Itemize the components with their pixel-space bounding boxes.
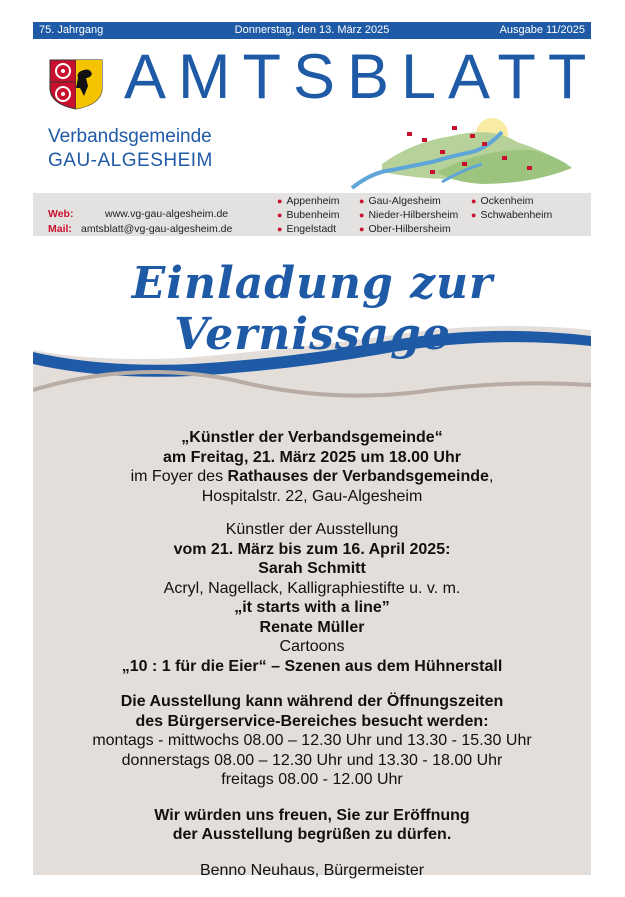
artist1-work: „it starts with a line”: [234, 599, 390, 616]
locality-item: ● Bubenheim: [277, 209, 340, 221]
hours-intro-line2: des Bürgerservice-Bereiches besucht werden:: [135, 712, 489, 730]
locality-item: ● Appenheim: [277, 195, 340, 207]
locality-item: ● Ober-Hilbersheim: [359, 223, 451, 235]
locality-item: ● Gau-Algesheim: [359, 195, 441, 207]
exhibition-period: vom 21. März bis zum 16. April 2025:: [173, 540, 451, 558]
bullet-icon: ●: [359, 210, 365, 220]
locality-item: ● Ockenheim: [471, 195, 534, 207]
bullet-icon: ●: [471, 210, 477, 220]
bullet-icon: ●: [277, 224, 283, 234]
artist1-name: Sarah Schmitt: [258, 560, 366, 577]
top-info-bar: [33, 22, 591, 39]
event-venue: im Foyer des Rathauses der Verbandsgemeinde,: [130, 468, 494, 485]
bullet-icon: ●: [277, 210, 283, 220]
region-name-line2: GAU-ALGESHEIM: [48, 150, 213, 171]
locality-item: ● Schwabenheim: [471, 209, 553, 221]
issue-number: Ausgabe 11/2025: [499, 24, 585, 36]
poster-headline: Einladung zur Vernissage: [131, 258, 494, 360]
hours-intro-line1: Die Ausstellung kann während der Öffnungszeiten: [120, 693, 504, 710]
web-link[interactable]: www.vg-gau-algesheim.de: [105, 208, 229, 220]
bullet-icon: ●: [277, 196, 283, 206]
bullet-icon: ●: [359, 196, 365, 206]
hours-line2: donnerstags 08.00 – 12.30 Uhr und 13.30 - 18.00 Uhr: [121, 751, 503, 769]
artist2-name: Renate Müller: [259, 618, 365, 636]
region-name-line1: Verbandsgemeinde: [48, 126, 212, 147]
coat-of-arms-icon: [48, 58, 104, 110]
artist1-media: Acryl, Nagellack, Kalligraphiestifte u. v. m.: [163, 579, 461, 597]
event-title: „Künstler der Verbandsgemeinde“: [181, 429, 443, 446]
region-map-illustration: [342, 112, 582, 192]
web-label: Web:: [48, 208, 74, 220]
closing-line1: Wir würden uns freuen, Sie zur Eröffnung: [154, 806, 470, 824]
artist2-media: Cartoons: [279, 638, 345, 655]
hours-line1: montags - mittwochs 08.00 – 12.30 Uhr und 13.30 - 15.30 Uhr: [92, 732, 532, 749]
bullet-icon: ●: [471, 196, 477, 206]
event-address: Hospitalstr. 22, Gau-Algesheim: [201, 487, 423, 505]
exhibitors-intro: Künstler der Ausstellung: [225, 521, 399, 538]
signature: Benno Neuhaus, Bürgermeister: [199, 861, 425, 879]
volume-label: 75. Jahrgang: [39, 24, 104, 36]
closing-line2: der Ausstellung begrüßen zu dürfen.: [172, 826, 452, 843]
poster-body: [33, 428, 591, 880]
contact-and-localities-panel: [33, 193, 591, 236]
masthead-title: AMTSBLATT: [124, 42, 599, 112]
mail-label: Mail:: [48, 223, 72, 235]
mail-link[interactable]: amtsblatt@vg-gau-algesheim.de: [81, 223, 233, 235]
bullet-icon: ●: [359, 224, 365, 234]
locality-item: ● Nieder-Hilbersheim: [359, 209, 459, 221]
locality-item: ● Engelstadt: [277, 223, 337, 235]
artist2-work: „10 : 1 für die Eier“ – Szenen aus dem Hühnerstall: [121, 657, 503, 675]
event-date: am Freitag, 21. März 2025 um 18.00 Uhr: [163, 448, 461, 466]
issue-date: Donnerstag, den 13. März 2025: [234, 24, 390, 36]
hours-line3: freitags 08.00 - 12.00 Uhr: [221, 771, 403, 788]
